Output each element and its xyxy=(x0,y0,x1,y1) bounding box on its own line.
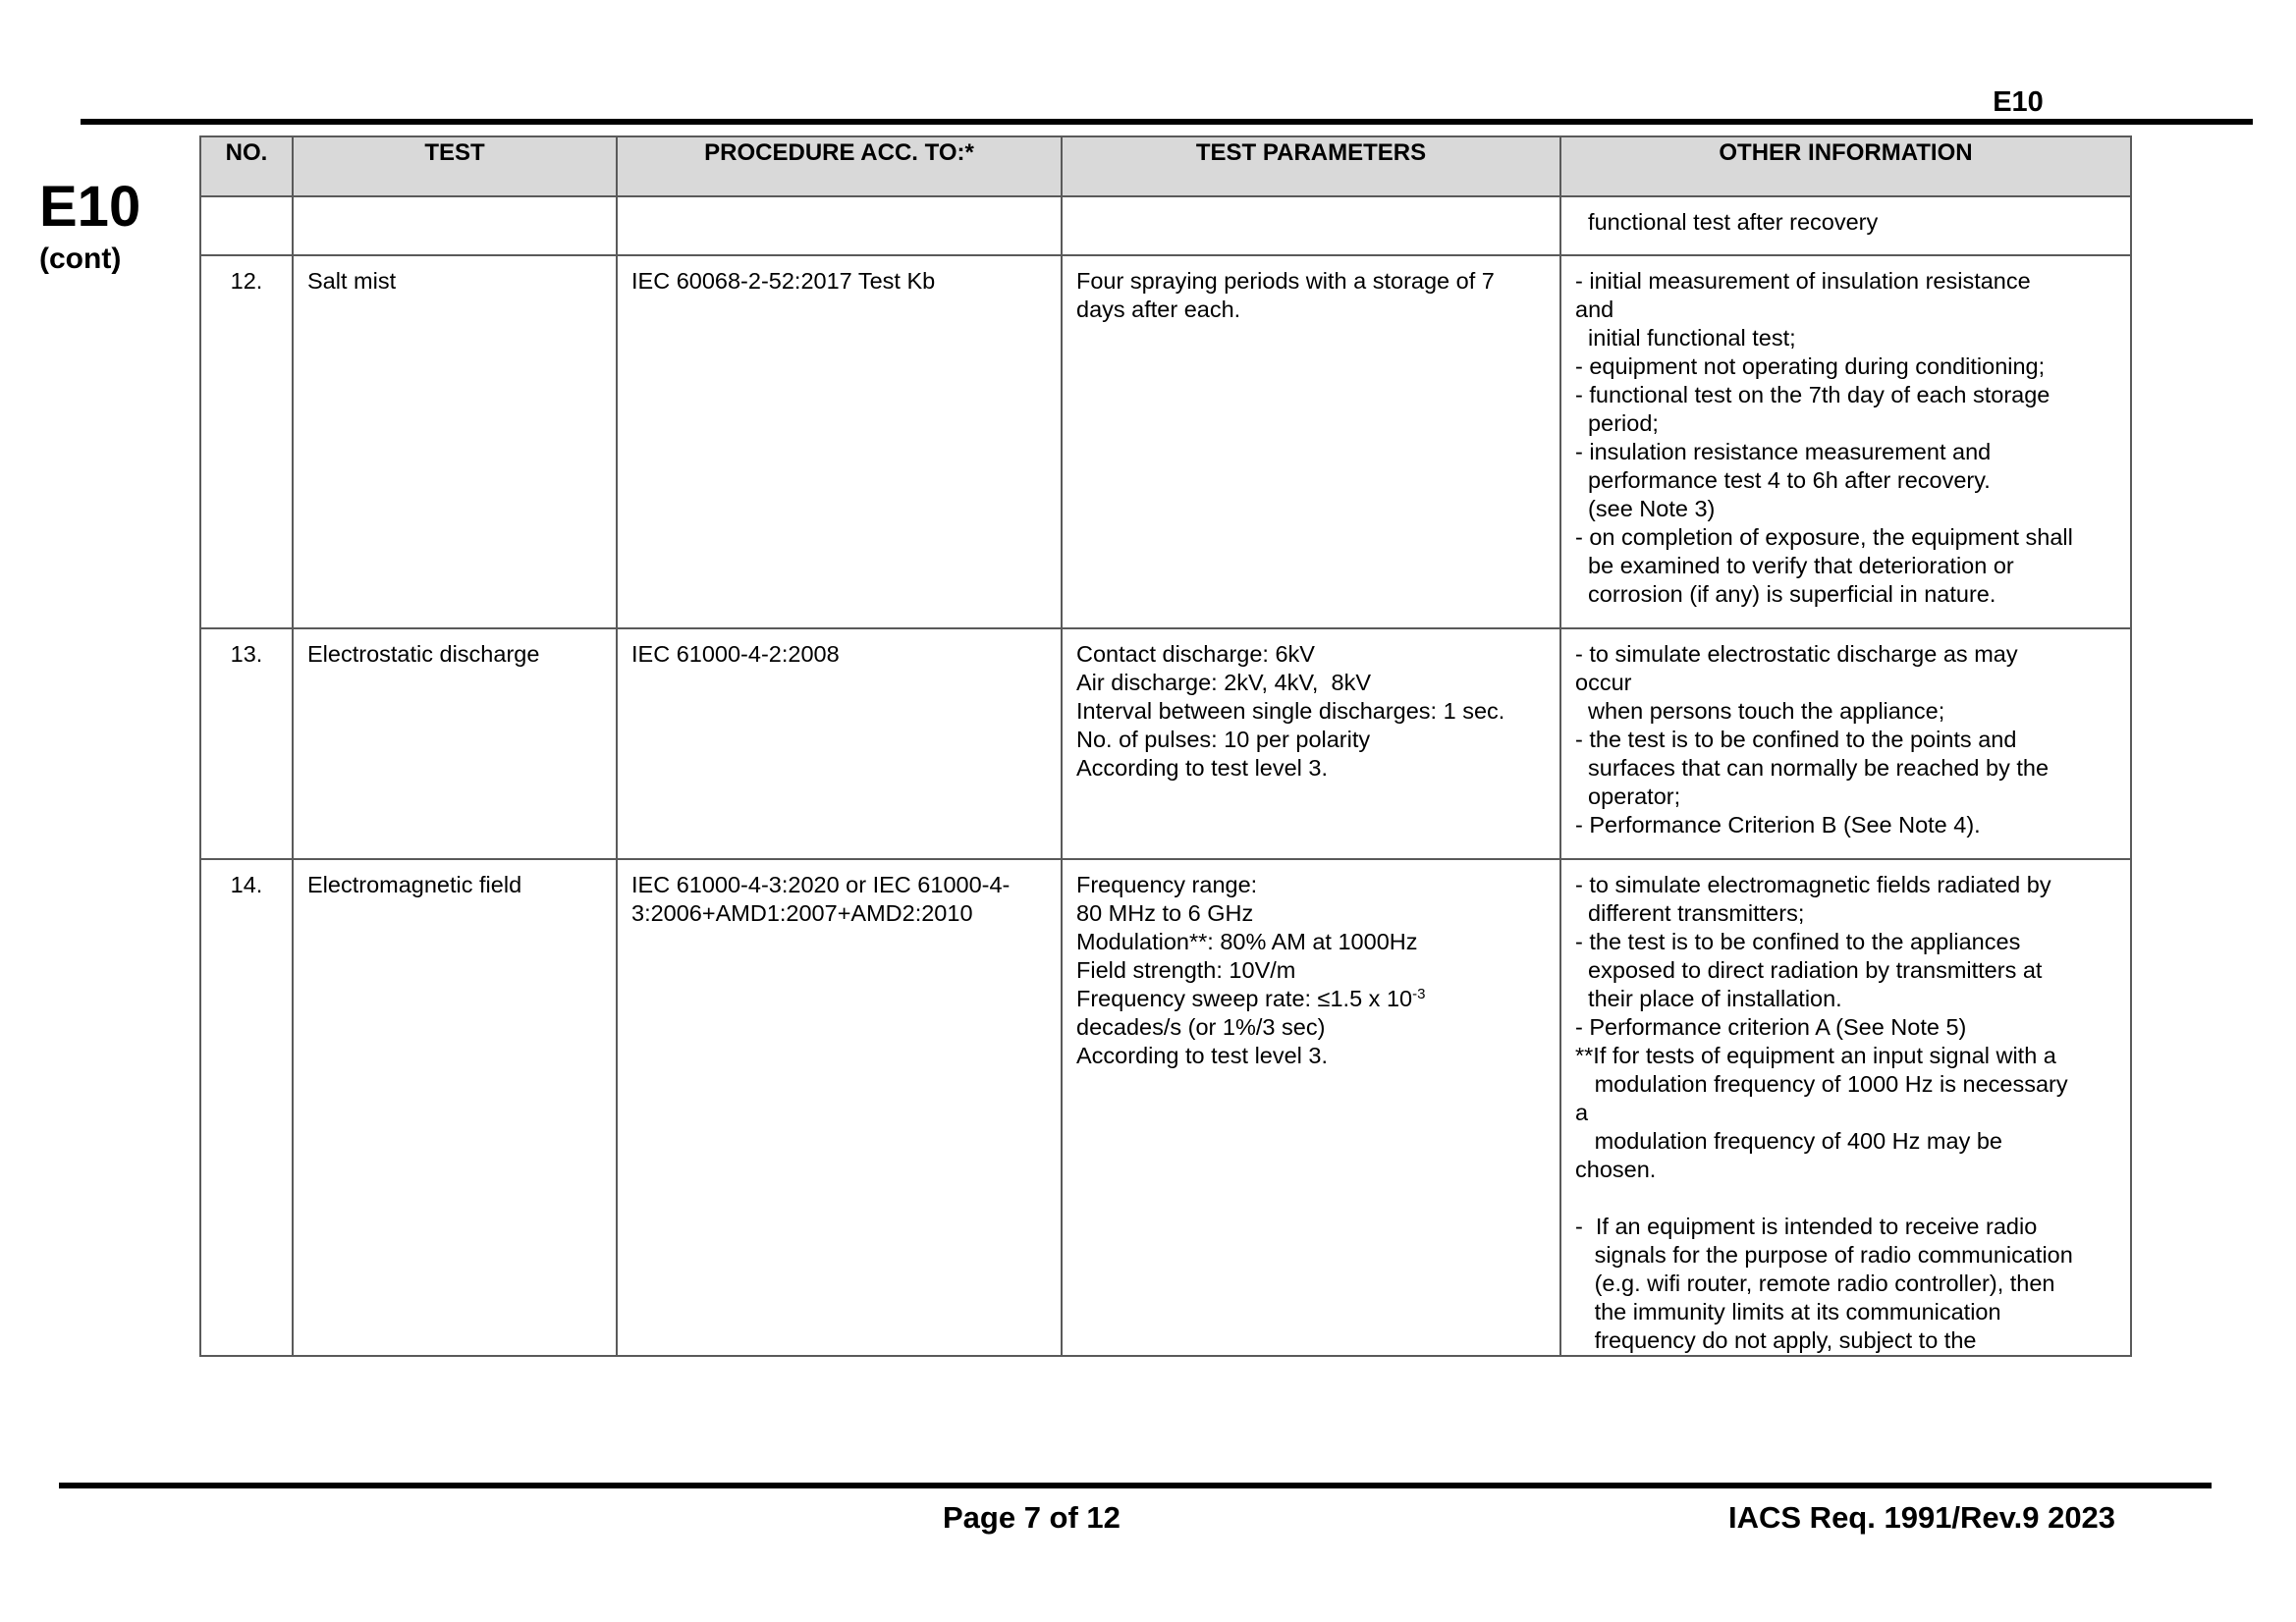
cell-procedure xyxy=(617,859,1062,1356)
table-row xyxy=(200,859,2131,1356)
other-line: - If an equipment is intended to receive radio xyxy=(1575,1214,2038,1239)
other-line: - to simulate electrostatic discharge as may xyxy=(1575,641,2018,667)
sweep-rate-text: Frequency sweep rate: ≤1.5 x 10 xyxy=(1076,986,1413,1011)
other-line: and xyxy=(1575,297,1614,322)
other-line: - the test is to be confined to the points and xyxy=(1575,727,2017,752)
procedure-line: IEC 61000-4-2:2008 xyxy=(631,641,840,667)
other-line: different transmitters; xyxy=(1575,900,1805,926)
cell-test: Electromagnetic field xyxy=(293,859,617,1356)
cell-parameters xyxy=(1062,196,1560,255)
other-line: exposed to direct radiation by transmitters at xyxy=(1575,957,2043,983)
cell-parameters xyxy=(1062,859,1560,1356)
other-line: their place of installation. xyxy=(1575,986,1842,1011)
other-line: period; xyxy=(1575,410,1659,436)
parameter-line: Contact discharge: 6kV xyxy=(1076,641,1315,667)
other-line: when persons touch the appliance; xyxy=(1575,698,1945,724)
other-line: - insulation resistance measurement and xyxy=(1575,439,1992,464)
other-line: occur xyxy=(1575,670,1632,695)
other-line: surfaces that can normally be reached by the xyxy=(1575,755,2050,781)
parameter-line: Field strength: 10V/m xyxy=(1076,957,1296,983)
other-line: performance test 4 to 6h after recovery. xyxy=(1575,467,1991,493)
header-rule xyxy=(81,119,2253,125)
other-line: **If for tests of equipment an input signal with a xyxy=(1575,1043,2056,1068)
parameter-line: According to test level 3. xyxy=(1076,755,1329,781)
other-line: - on completion of exposure, the equipment shall xyxy=(1575,524,2073,550)
parameter-line: Four spraying periods with a storage of 7 xyxy=(1076,268,1495,294)
blank-line xyxy=(1575,1184,2120,1213)
parameter-line: Frequency range: xyxy=(1076,872,1258,897)
cell-other xyxy=(1560,255,2131,628)
other-line: - functional test on the 7th day of each storage xyxy=(1575,382,2050,407)
other-line: (see Note 3) xyxy=(1575,496,1716,521)
sweep-rate-exponent: -3 xyxy=(1412,986,1426,1002)
parameter-line: Modulation**: 80% AM at 1000Hz xyxy=(1076,929,1418,954)
cell-no: 12. xyxy=(200,255,293,628)
parameter-line: days after each. xyxy=(1076,297,1241,322)
cell-parameters xyxy=(1062,628,1560,859)
cell-test: Salt mist xyxy=(293,255,617,628)
test-table xyxy=(199,135,2132,1357)
side-code: E10 xyxy=(39,175,141,239)
other-line: signals for the purpose of radio communication xyxy=(1575,1242,2073,1268)
side-cont-label: (cont) xyxy=(39,243,122,275)
parameter-line: Air discharge: 2kV, 4kV, 8kV xyxy=(1076,670,1372,695)
table-row xyxy=(200,196,2131,255)
other-line: functional test after recovery xyxy=(1575,209,1879,235)
col-header-procedure: PROCEDURE ACC. TO:* xyxy=(617,136,1062,196)
other-line: (e.g. wifi router, remote radio controller), then xyxy=(1575,1271,2055,1296)
cell-other xyxy=(1560,628,2131,859)
other-line: - Performance Criterion B (See Note 4). xyxy=(1575,812,1981,838)
other-line: initial functional test; xyxy=(1575,325,1796,351)
page-number: Page 7 of 12 xyxy=(943,1500,1121,1535)
col-header-no: NO. xyxy=(200,136,293,196)
cell-procedure xyxy=(617,255,1062,628)
cell-other xyxy=(1560,196,2131,255)
parameter-line: According to test level 3. xyxy=(1076,1043,1329,1068)
other-line: - the test is to be confined to the appliances xyxy=(1575,929,2021,954)
parameter-line: 80 MHz to 6 GHz xyxy=(1076,900,1254,926)
other-line: - to simulate electromagnetic fields radiated by xyxy=(1575,872,2051,897)
other-line: corrosion (if any) is superficial in nature. xyxy=(1575,581,1996,607)
cell-procedure xyxy=(617,628,1062,859)
other-line: - Performance criterion A (See Note 5) xyxy=(1575,1014,1967,1040)
parameter-line: No. of pulses: 10 per polarity xyxy=(1076,727,1371,752)
header-code: E10 xyxy=(1993,86,2044,118)
other-line: modulation frequency of 400 Hz may be xyxy=(1575,1128,2002,1154)
other-line: a xyxy=(1575,1100,1589,1125)
cell-no: 14. xyxy=(200,859,293,1356)
other-line: operator; xyxy=(1575,784,1681,809)
procedure-line: IEC 60068-2-52:2017 Test Kb xyxy=(631,268,936,294)
footer-rule xyxy=(59,1483,2212,1488)
other-line: chosen. xyxy=(1575,1157,1657,1182)
cell-other xyxy=(1560,859,2131,1356)
cell-test: Electrostatic discharge xyxy=(293,628,617,859)
procedure-line: 3:2006+AMD1:2007+AMD2:2010 xyxy=(631,900,973,926)
cell-parameters xyxy=(1062,255,1560,628)
procedure-line: IEC 61000-4-3:2020 or IEC 61000-4- xyxy=(631,872,1011,897)
document-reference: IACS Req. 1991/Rev.9 2023 xyxy=(1728,1500,2116,1535)
col-header-other: OTHER INFORMATION xyxy=(1560,136,2131,196)
cell-test xyxy=(293,196,617,255)
other-line: - equipment not operating during conditioning; xyxy=(1575,353,2046,379)
other-line: the immunity limits at its communication xyxy=(1575,1299,2001,1325)
table-row xyxy=(200,628,2131,859)
other-line: frequency do not apply, subject to the xyxy=(1575,1327,1977,1353)
other-line: - initial measurement of insulation resistance xyxy=(1575,268,2031,294)
cell-procedure xyxy=(617,196,1062,255)
parameter-line: decades/s (or 1%/3 sec) xyxy=(1076,1014,1326,1040)
col-header-test: TEST xyxy=(293,136,617,196)
table-row xyxy=(200,255,2131,628)
cell-no: 13. xyxy=(200,628,293,859)
table-header-row xyxy=(200,136,2131,196)
col-header-parameters: TEST PARAMETERS xyxy=(1062,136,1560,196)
cell-no xyxy=(200,196,293,255)
parameter-line: Interval between single discharges: 1 sec. xyxy=(1076,698,1505,724)
parameter-line xyxy=(1076,985,1546,1013)
other-line: modulation frequency of 1000 Hz is necessary xyxy=(1575,1071,2068,1097)
other-line: be examined to verify that deterioration or xyxy=(1575,553,2014,578)
